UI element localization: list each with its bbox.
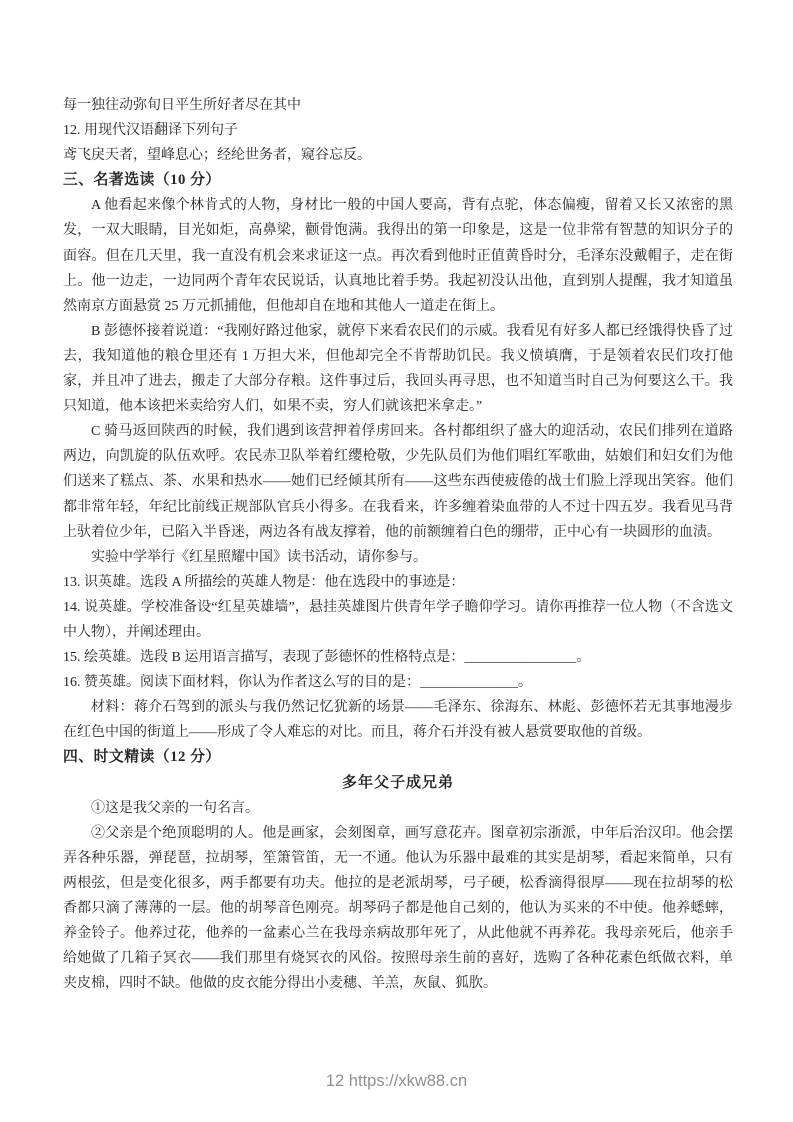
question-12: 12. 用现代汉语翻译下列句子: [63, 123, 238, 139]
essay-paragraph-1: ①这是我父亲的一句名言。: [91, 800, 259, 816]
passage-a: A 他看起来像个林肯式的人物，身材比一般的中国人要高，背有点驼，体态偏瘦，留着又长又浓密的黑发，一双大眼睛，目光如炬，高鼻梁，颧骨饱满。我得出的第一印象是，这是一位非常有智慧的知识分子的面容。但在几天里，我一直没有机会来求证这一点。再次看到他时正值黄昏时分，毛泽东没戴帽子，走在街上。他一边走，一边同两个青年农民说话，认真地比着手势。我起初没认出他，直到别人提醒，我才知道虽然南京方面悬赏 25 万元抓捕他，但他却自在地和其他人一道走在街上。: [63, 198, 733, 314]
question-15: 15. 绘英雄。选段 B 运用语言描写，表现了彭德怀的性格特点是：________________。: [63, 650, 591, 666]
passage-b: B 彭德怀接着说道：“我刚好路过他家，就停下来看农民们的示威。我看见有好多人都已经饿得快昏了过去，我知道他的粮仓里还有 1 万担大米，但他却完全不肯帮助饥民。我义愤填膺，于是领着农民们攻打他家，并且冲了进去，搬走了大部分存粮。这件事过后，我回头再寻思，也不知道当时自己为何要这么干。我只知道，他本该把米卖给穷人们，如果不卖，穷人们就该把米拿走。”: [63, 323, 733, 415]
translation-sentence: 鸢飞戾天者，望峰息心；经纶世务者，窥谷忘反。: [63, 148, 371, 164]
classical-quote-line: 每一独往动弥旬日平生所好者尽在其中: [63, 98, 301, 113]
section-heading-essay-reading: 四、时文精读（12 分）: [63, 749, 221, 766]
passage-c: C 骑马返回陕西的时候，我们遇到该营押着俘虏回来。各村都组织了盛大的迎活动，农民们排列在道路两边，向凯旋的队伍欢呼。农民赤卫队举着红缨枪敬，少先队员们为他们唱红军歌曲，姑娘们和妇女们为他们送来了糕点、茶、水果和热水——她们已经倾其所有——这些东西使疲倦的战士们脸上浮现出笑容。他们都非常年轻，年纪比前线正规部队官兵小得多。在我看来，许多缠着染血带的人不过十四五岁。我看见马背上驮着位少年，已陷入半昏迷，两边各有战友撑着，他的前额缠着白色的绷带，正中心有一块圆形的血渍。: [63, 424, 733, 540]
material-paragraph: 材料：蒋介石驾到的派头与我仍然记忆犹新的场景——毛泽东、徐海东、林彪、彭德怀若无其事地漫步在红色中国的街道上——形成了令人难忘的对比。而且，蒋介石并没有被人悬赏要取他的首级。: [63, 700, 733, 741]
essay-title: 多年父子成兄弟: [341, 774, 454, 791]
activity-intro: 实验中学举行《红星照耀中国》读书活动，请你参与。: [91, 549, 427, 565]
question-16: 16. 赞英雄。阅读下面材料，你认为作者这么写的目的是：______________。: [63, 675, 532, 691]
essay-paragraph-2: ②父亲是个绝顶聪明的人。他是画家，会刻图章，画写意花卉。图章初宗浙派，中年后治汉印。他会摆弄各种乐器，弹琵琶，拉胡琴，笙箫管笛，无一不通。他认为乐器中最难的其实是胡琴，看起来简单，只有两根弦，但是变化很多，两手都要有功夫。他拉的是老派胡琴，弓子硬，松香滴得很厚——现在拉胡琴的松香都只滴了薄薄的一层。他的胡琴音色刚亮。胡琴码子都是他自己刻的，他认为买来的不中使。他养蟋蟀，养金铃子。他养过花，他养的一盆素心兰在我母亲病故那年死了，从此他就不再养花。我母亲死后，他亲手给她做了几箱子冥衣——我们那里有烧冥衣的风俗。按照母亲生前的喜好，选购了各种花素色纸做衣料，单夹皮棉，四时不缺。他做的皮衣能分得出小麦穗、羊羔，灰鼠、狐肷。: [63, 825, 733, 992]
section-heading-classic-reading: 三、名著选读（10 分）: [63, 172, 221, 189]
page-footer: 12 https://xkw88.cn: [325, 1071, 468, 1090]
question-13: 13. 识英雄。选段 A 所描绘的英雄人物是：他在选段中的事迹是：: [63, 574, 465, 590]
question-14: 14. 说英雄。学校准备设“红星英雄墙”，悬挂英雄图片供青年学子瞻仰学习。请你再推荐一位人物（不含选文中人物），并阐述理由。: [63, 599, 733, 640]
